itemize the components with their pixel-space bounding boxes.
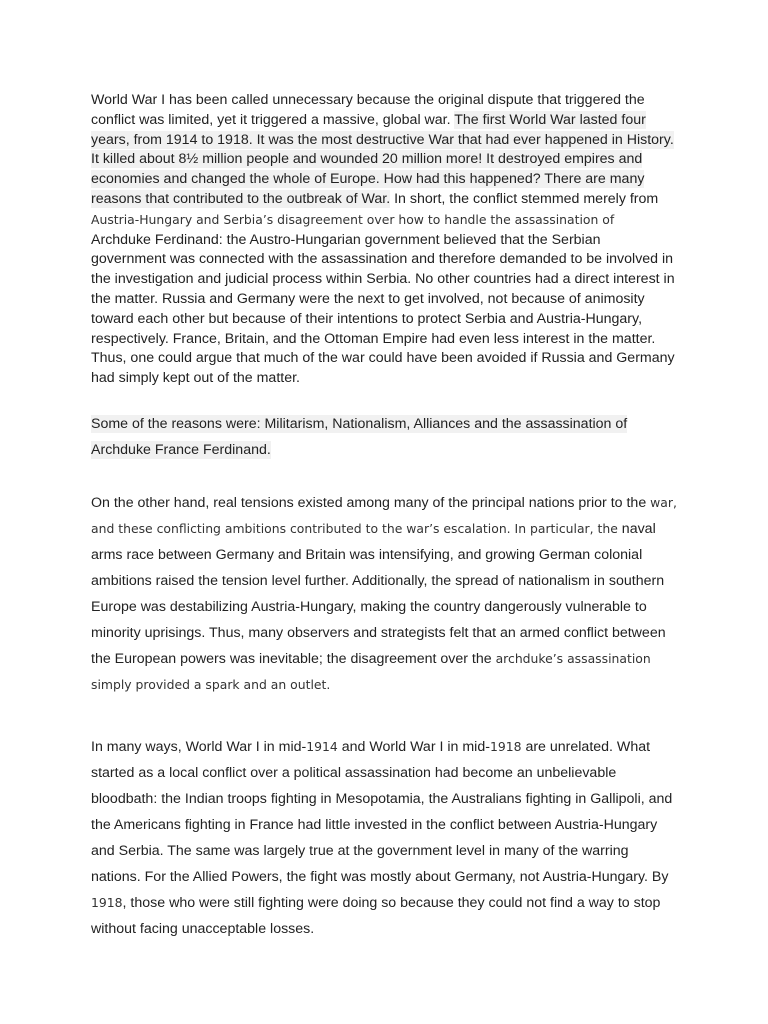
year-1918: 1918 <box>489 738 522 754</box>
year-1918: 1918 <box>91 894 123 910</box>
paragraph-2-highlighted-text: Some of the reasons were: Militarism, Nationalism, Alliances and the assassination of Archduke France Ferdinand. <box>91 415 628 458</box>
paragraph-3-alt-font-text: archduke’s assassination simply provided a spark and an outlet. <box>91 650 651 692</box>
paragraph-1-text: Archduke Ferdinand: the Austro-Hungarian government believed that the Serbian government was connected with the assassination and therefore demanded to be involved in the investigation and judicial process within Serbia. No other countries had a direct interest in the matter. Russia and Germany were the next to get involved, not because of animosity toward each other but because of their intentions to protect Serbia and Austria-Hungary, respectively. France, Britain, and the Ottoman Empire had even less interest in the matter. Thus, one could argue that much of the war could have been avoided if Russia and Germany had simply kept out of the matter. <box>91 231 675 387</box>
document-body <box>91 91 677 942</box>
paragraph-3 <box>91 490 677 698</box>
paragraph-1-alt-font-text: Austria-Hungary and Serbia’s disagreement over how to handle the assassination of <box>91 211 615 227</box>
paragraph-1-text: World War I has been called unnecessary because the original dispute that triggered the conflict was limited, yet it triggered a massive, global war. <box>91 92 645 128</box>
paragraph-4-text: are unrelated. What started as a local conflict over a political assassination had become an unbelievable bloodbath: the Indian troops fighting in Mesopotamia, the Australians fighting in Gallipoli, and the Americans fighting in France had little invested in the conflict between Austria-Hungary and Serbia. The same was largely true at the government level in many of the warring nations. For the Allied Powers, the fight was mostly about Germany, not Austria-Hungary. By <box>91 738 673 885</box>
paragraph-1-text: In short, the conflict stemmed merely from <box>390 190 659 207</box>
paragraph-4-text: In many ways, World War I in mid- <box>91 738 307 755</box>
paragraph-3-text: naval arms race between Germany and Britain was intensifying, and growing German colonial ambitions raised the tension level further. Additionally, the spread of nationalism in southern Europe was destabilizing Austria-Hungary, making the country dangerously vulnerable to minority uprisings. Thus, many observers and strategists felt that an armed conflict between the European powers was inevitable; the disagreement over the <box>91 520 666 667</box>
year-1914: 1914 <box>306 738 338 754</box>
paragraph-4-text: , those who were still fighting were doing so because they could not find a way to stop without facing unacceptable losses. <box>91 894 661 937</box>
paragraph-3-alt-font-text: war, and these conflicting ambitions contributed to the war’s escalation. In particular, the <box>91 494 677 536</box>
paragraph-2 <box>91 411 677 463</box>
paragraph-1-highlighted-text: The first World War lasted four years, from 1914 to 1918. It was the most destructive War that had ever happened in History. It killed about 8½ million people and wounded 20 million more! It destroyed empires and economies and changed the whole of Europe. How had this happened? There are many reasons that contributed to the outbreak of War. <box>91 111 674 207</box>
paragraph-3-text: On the other hand, real tensions existed among many of the principal nations prior to the <box>91 494 651 511</box>
paragraph-1 <box>91 91 677 389</box>
paragraph-4-text: and World War I in mid- <box>337 738 490 755</box>
paragraph-4 <box>91 734 677 942</box>
